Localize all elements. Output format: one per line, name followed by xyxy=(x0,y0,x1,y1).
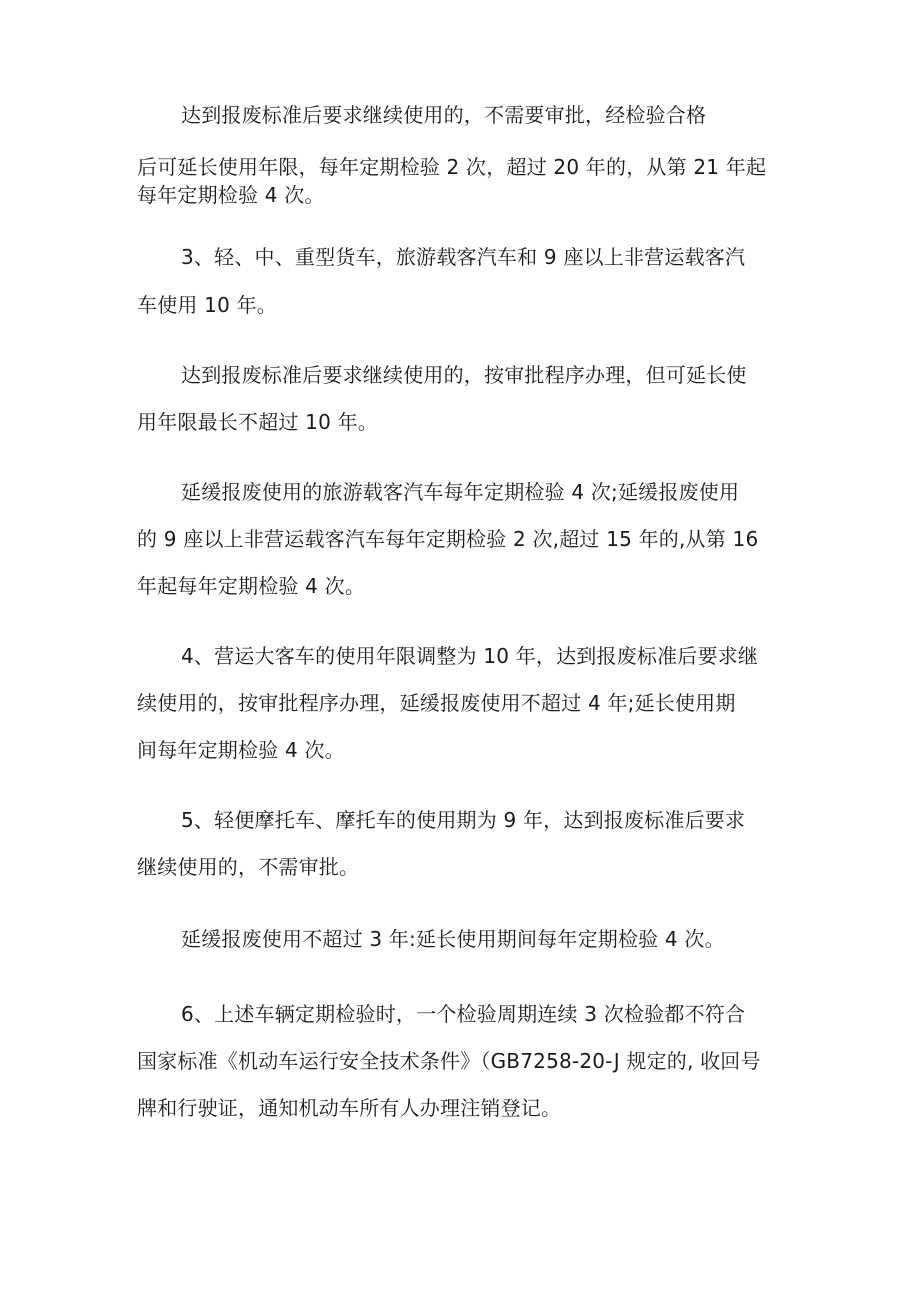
paragraph-4-line-1: 延缓报废使用的旅游载客汽车每年定期检验 4 次;延缓报废使用 xyxy=(181,480,740,504)
paragraph-4-line-2: 的 9 座以上非营运载客汽车每年定期检验 2 次,超过 15 年的,从第 16 xyxy=(137,527,759,551)
paragraph-7-line-1: 延缓报废使用不超过 3 年:延长使用期间每年定期检验 4 次。 xyxy=(181,927,725,951)
paragraph-6-line-1: 5、轻便摩托车、摩托车的使用期为 9 年，达到报废标准后要求 xyxy=(181,808,746,832)
paragraph-5-line-1: 4、营运大客车的使用年限调整为 10 年，达到报废标准后要求继 xyxy=(181,644,759,668)
paragraph-1-line-2: 后可延长使用年限，每年定期检验 2 次，超过 20 年的，从第 21 年起 xyxy=(137,155,767,179)
paragraph-8-line-3: 牌和行驶证，通知机动车所有人办理注销登记。 xyxy=(137,1096,562,1120)
paragraph-2-line-1: 3、轻、中、重型货车，旅游载客汽车和 9 座以上非营运载客汽 xyxy=(181,245,746,269)
paragraph-1-line-3: 每年定期检验 4 次。 xyxy=(137,183,325,207)
paragraph-5-line-3: 间每年定期检验 4 次。 xyxy=(137,738,345,762)
paragraph-8-line-2: 国家标准《机动车运行安全技术条件》（GB7258-20-J 规定的, 收回号 xyxy=(137,1049,761,1073)
paragraph-1-line-1: 达到报废标准后要求继续使用的，不需要审批，经检验合格 xyxy=(181,103,707,127)
paragraph-6-line-2: 继续使用的，不需审批。 xyxy=(137,855,360,879)
paragraph-5-line-2: 续使用的，按审批程序办理，延缓报废使用不超过 4 年;延长使用期 xyxy=(137,691,736,715)
paragraph-2-line-2: 车使用 10 年。 xyxy=(137,293,277,317)
paragraph-4-line-3: 年起每年定期检验 4 次。 xyxy=(137,574,366,598)
paragraph-8-line-1: 6、上述车辆定期检验时，一个检验周期连续 3 次检验都不符合 xyxy=(181,1002,746,1026)
paragraph-3-line-1: 达到报废标准后要求继续使用的，按审批程序办理，但可延长使 xyxy=(181,363,747,387)
paragraph-3-line-2: 用年限最长不超过 10 年。 xyxy=(137,410,378,434)
